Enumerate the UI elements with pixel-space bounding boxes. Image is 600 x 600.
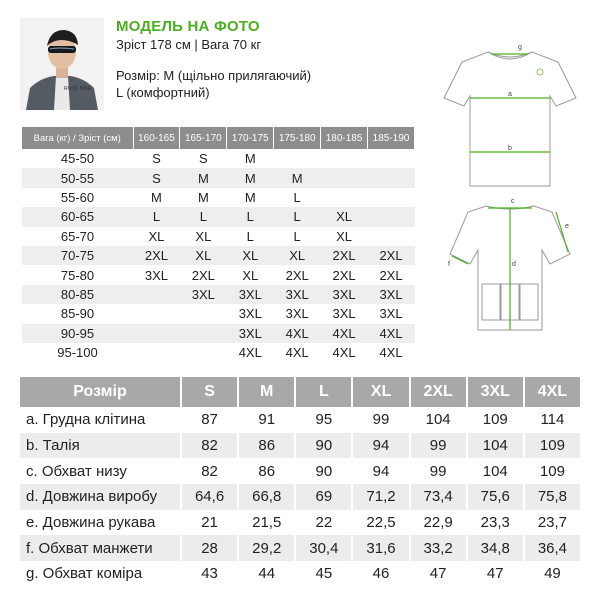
fit-size-cell: 3XL — [227, 285, 274, 304]
measurement-value: 30,4 — [295, 535, 352, 561]
measurement-value: 75,8 — [524, 484, 581, 510]
measurement-value: 104 — [410, 407, 467, 433]
fit-size-cell: XL — [195, 228, 212, 244]
fit-table-row — [22, 227, 415, 246]
measurement-value: 109 — [524, 458, 581, 484]
fit-size-cell — [133, 343, 180, 362]
measurement-value: 46 — [352, 561, 409, 587]
fit-size-cell — [368, 149, 415, 168]
fit-size-cell: 3XL — [332, 306, 356, 322]
fit-table-row — [22, 207, 415, 226]
fit-size-cell: 2XL — [191, 267, 215, 283]
measurement-row — [20, 535, 581, 561]
fit-size-cell — [368, 168, 415, 187]
measurement-value: 109 — [524, 433, 581, 459]
label-f: f — [448, 261, 450, 268]
fit-size-cell: L — [293, 189, 301, 205]
fit-size-cell: L — [133, 207, 180, 226]
fit-size-cell: M — [180, 168, 227, 187]
measurement-value: 47 — [410, 561, 467, 587]
measurement-row — [20, 510, 581, 536]
measurement-value: 28 — [181, 535, 238, 561]
fit-header-cell: 185-190 — [368, 127, 415, 149]
fit-weight-cell: 70-75 — [22, 246, 133, 265]
fit-table-row — [22, 343, 415, 362]
model-title: МОДЕЛЬ НА ФОТО — [116, 18, 260, 35]
model-size-line2: L (комфортний) — [116, 85, 210, 100]
fit-size-cell: 3XL — [274, 285, 321, 304]
label-e: e — [565, 223, 569, 230]
fit-size-cell: L — [274, 207, 321, 226]
measurement-value: 94 — [352, 433, 409, 459]
fit-size-cell: 4XL — [379, 345, 403, 361]
fit-size-cell: 3XL — [227, 324, 274, 343]
measurement-label: c. Обхват низу — [20, 458, 181, 484]
measurement-value: 86 — [238, 458, 295, 484]
fit-size-cell — [180, 324, 227, 343]
fit-size-cell: 4XL — [321, 324, 368, 343]
measurement-value: 99 — [352, 407, 409, 433]
fit-size-cell: 3XL — [368, 285, 415, 304]
measurement-value: 75,6 — [467, 484, 524, 510]
measurement-value: 64,6 — [181, 484, 238, 510]
measurement-label: f. Обхват манжети — [20, 535, 181, 561]
fit-size-cell — [133, 285, 180, 304]
fit-size-cell: 2XL — [379, 267, 403, 283]
measure-header-cell: 3XL — [467, 377, 524, 407]
measurement-value: 43 — [181, 561, 238, 587]
measure-header-cell: L — [295, 377, 352, 407]
fit-weight-cell: 55-60 — [60, 189, 95, 205]
fit-size-cell: 3XL — [180, 285, 227, 304]
fit-header-cell: 175-180 — [274, 127, 321, 149]
measure-header-cell: M — [238, 377, 295, 407]
fit-size-cell: L — [246, 228, 254, 244]
fit-size-cell — [321, 168, 368, 187]
fit-weight-cell: 45-50 — [60, 151, 95, 167]
measurement-value: 104 — [467, 458, 524, 484]
measurement-label: e. Довжина рукава — [20, 510, 181, 536]
fit-weight-cell: 65-70 — [60, 228, 95, 244]
measurement-value: 73,4 — [410, 484, 467, 510]
measurement-value: 86 — [238, 433, 295, 459]
fit-size-cell: 2XL — [133, 246, 180, 265]
label-c: c — [511, 198, 515, 205]
fit-size-cell: S — [133, 168, 180, 187]
measurement-value: 114 — [524, 407, 581, 433]
fit-size-cell: 3XL — [144, 267, 169, 283]
measurements-table — [20, 377, 582, 587]
fit-weight-cell: 75-80 — [60, 267, 95, 283]
fit-size-cell: 3XL — [379, 306, 403, 322]
measurement-value: 23,7 — [524, 510, 581, 536]
label-g: g — [518, 44, 522, 51]
fit-table-row — [22, 149, 415, 168]
fit-table-row — [22, 168, 415, 187]
measurement-value: 29,2 — [238, 535, 295, 561]
label-b: b — [508, 145, 512, 152]
measure-header-cell: S — [181, 377, 238, 407]
fit-size-cell: 2XL — [368, 246, 415, 265]
fit-table-row — [22, 304, 415, 323]
fit-size-cell — [133, 304, 180, 323]
fit-size-cell: 3XL — [238, 306, 262, 322]
fit-size-cell: 4XL — [238, 345, 262, 361]
fit-size-cell — [133, 324, 180, 343]
measurement-value: 21 — [181, 510, 238, 536]
fit-size-cell: XL — [180, 246, 227, 265]
fit-size-cell: XL — [321, 207, 368, 226]
measurement-value: 95 — [295, 407, 352, 433]
measurement-label: b. Талія — [20, 433, 181, 459]
fit-size-cell — [180, 343, 227, 362]
measurement-value: 99 — [410, 458, 467, 484]
jersey-text: ROCK BIKE — [64, 86, 92, 92]
measurement-value: 90 — [295, 433, 352, 459]
fit-size-cell: M — [197, 189, 209, 205]
fit-size-cell: M — [227, 168, 274, 187]
measurement-row — [20, 433, 581, 459]
fit-size-cell: 2XL — [321, 246, 368, 265]
fit-size-cell — [321, 188, 368, 207]
fit-size-cell — [368, 188, 415, 207]
fit-size-cell: 4XL — [274, 324, 321, 343]
measurement-value: 31,6 — [352, 535, 409, 561]
measurement-value: 71,2 — [352, 484, 409, 510]
measurement-row — [20, 458, 581, 484]
fit-weight-cell: 50-55 — [22, 168, 133, 187]
fit-weight-cell: 60-65 — [22, 207, 133, 226]
measurement-value: 82 — [181, 458, 238, 484]
measurement-value: 33,2 — [410, 535, 467, 561]
fit-weight-cell: 95-100 — [57, 345, 98, 361]
fit-size-cell: L — [180, 207, 227, 226]
shirt-front-outline — [444, 52, 576, 186]
measurement-value: 66,8 — [238, 484, 295, 510]
fit-size-cell: M — [274, 168, 321, 187]
fit-table-row — [22, 285, 415, 304]
fit-weight-cell: 90-95 — [22, 324, 133, 343]
fit-header-cell: 160-165 — [133, 127, 180, 149]
fit-size-cell — [180, 304, 227, 323]
fit-size-cell: XL — [336, 228, 353, 244]
measurement-value: 104 — [467, 433, 524, 459]
measurement-label: d. Довжина виробу — [20, 484, 181, 510]
measurement-value: 22,9 — [410, 510, 467, 536]
fit-table-row — [22, 188, 415, 207]
measurement-value: 82 — [181, 433, 238, 459]
measurement-value: 45 — [295, 561, 352, 587]
measurement-row — [20, 484, 581, 510]
fit-size-cell — [368, 227, 415, 246]
fit-size-cell: M — [244, 151, 256, 167]
model-photo — [20, 18, 104, 110]
measure-header-cell: Розмір — [20, 377, 181, 407]
fit-header-cell: Вага (кг) / Зріст (см) — [22, 127, 133, 149]
fit-size-cell: 4XL — [368, 324, 415, 343]
fit-size-cell: L — [293, 228, 301, 244]
fit-table-row — [22, 246, 415, 265]
measurement-label: g. Обхват коміра — [20, 561, 181, 587]
measurement-value: 99 — [410, 433, 467, 459]
fit-size-cell — [274, 149, 321, 168]
measurement-value: 90 — [295, 458, 352, 484]
measurement-label: a. Грудна клітина — [20, 407, 181, 433]
fit-table — [22, 127, 415, 362]
measurement-value: 69 — [295, 484, 352, 510]
fit-header-cell: 165-170 — [180, 127, 227, 149]
fit-size-cell: 3XL — [321, 285, 368, 304]
measurement-value: 87 — [181, 407, 238, 433]
measurement-value: 34,8 — [467, 535, 524, 561]
fit-table-row — [22, 265, 415, 284]
fit-size-cell: M — [244, 189, 256, 205]
measurement-value: 47 — [467, 561, 524, 587]
model-stats: Зріст 178 см | Вага 70 кг — [116, 37, 262, 52]
measurement-row — [20, 561, 581, 587]
fit-table-header-row — [22, 127, 415, 149]
fit-size-cell: XL — [148, 228, 165, 244]
garment-diagram — [430, 40, 590, 340]
fit-weight-cell: 80-85 — [22, 285, 133, 304]
fit-size-cell: 4XL — [332, 345, 356, 361]
fit-size-cell: M — [151, 189, 162, 205]
measurement-value: 91 — [238, 407, 295, 433]
measurement-value: 22,5 — [352, 510, 409, 536]
measurement-row — [20, 407, 581, 433]
fit-size-cell: XL — [274, 246, 321, 265]
fit-size-cell: S — [199, 151, 208, 167]
label-a: a — [508, 91, 512, 98]
fit-size-cell: S — [152, 151, 161, 167]
label-d: d — [512, 261, 516, 268]
fit-size-cell: XL — [242, 267, 259, 283]
measure-header-cell: 4XL — [524, 377, 581, 407]
measurements-header-row — [20, 377, 581, 407]
measure-header-cell: XL — [352, 377, 409, 407]
fit-size-cell: 2XL — [332, 267, 356, 283]
fit-header-cell: 180-185 — [321, 127, 368, 149]
fit-weight-cell: 85-90 — [60, 306, 95, 322]
measure-header-cell: 2XL — [410, 377, 467, 407]
measurement-value: 94 — [352, 458, 409, 484]
model-info — [116, 18, 416, 101]
model-size-line1: Розмір: M (щільно прилягаючий) — [116, 68, 312, 83]
fit-table-row — [22, 324, 415, 343]
measurement-value: 36,4 — [524, 535, 581, 561]
fit-size-cell: XL — [227, 246, 274, 265]
measurement-value: 21,5 — [238, 510, 295, 536]
fit-header-cell: 170-175 — [227, 127, 274, 149]
measurement-value: 109 — [467, 407, 524, 433]
measurement-value: 23,3 — [467, 510, 524, 536]
measurement-value: 22 — [295, 510, 352, 536]
fit-size-cell: L — [227, 207, 274, 226]
fit-size-cell: 3XL — [285, 306, 309, 322]
fit-size-cell — [368, 207, 415, 226]
fit-size-cell — [321, 149, 368, 168]
measurement-value: 49 — [524, 561, 581, 587]
fit-size-cell: 4XL — [285, 345, 309, 361]
fit-size-cell: 2XL — [285, 267, 309, 283]
measurement-value: 44 — [238, 561, 295, 587]
